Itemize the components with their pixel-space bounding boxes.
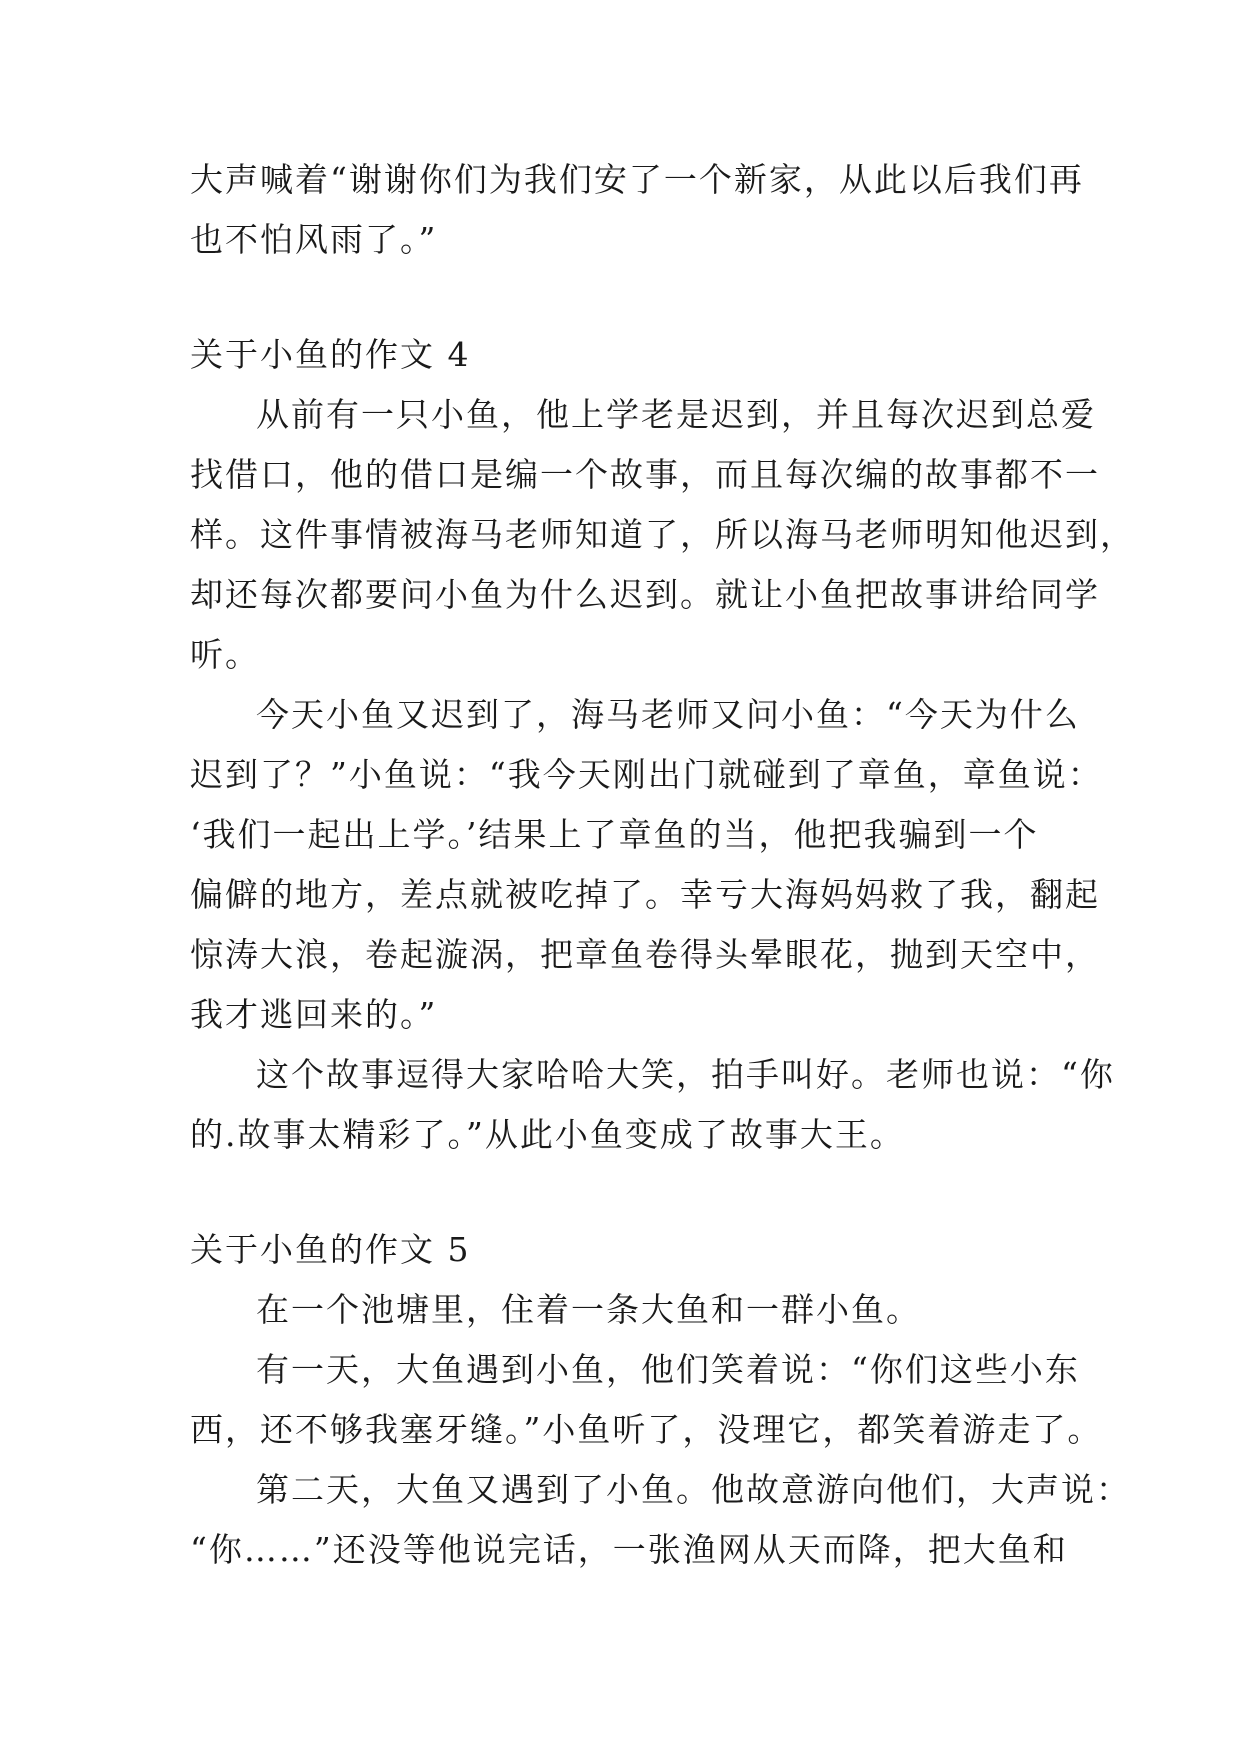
text-line: 在一个池塘里，住着一条大鱼和一群小鱼。 xyxy=(256,1290,921,1329)
text-line: ‘我们一起出上学。’结果上了章鱼的当，他把我骗到一个 xyxy=(190,815,1039,854)
text-line: 迟到了？”小鱼说：“我今天刚出门就碰到了章鱼，章鱼说： xyxy=(190,755,1103,794)
paragraph xyxy=(190,1340,1103,1460)
text-line: 样。这件事情被海马老师知道了，所以海马老师明知他迟到， xyxy=(190,515,1135,554)
text-line: 有一天，大鱼遇到小鱼，他们笑着说：“你们这些小东 xyxy=(256,1350,1080,1389)
text-line: 这个故事逗得大家哈哈大笑，拍手叫好。老师也说：“你 xyxy=(256,1055,1115,1094)
text-line: 从前有一只小鱼，他上学老是迟到，并且每次迟到总爱 xyxy=(256,395,1096,434)
text-line: 我才逃回来的。” xyxy=(190,995,438,1034)
paragraph xyxy=(190,1280,1070,1340)
section-gap xyxy=(190,1165,1070,1220)
section-gap xyxy=(190,270,1070,325)
paragraph xyxy=(190,685,1103,1045)
text-line: 西，还不够我塞牙缝。”小鱼听了，没理它，都笑着游走了。 xyxy=(190,1410,1103,1449)
intro-paragraph xyxy=(190,150,1084,270)
text-line: 的.故事太精彩了。”从此小鱼变成了故事大王。 xyxy=(190,1115,905,1154)
section-4 xyxy=(190,325,1135,1165)
paragraph xyxy=(190,385,1135,685)
text-line: 听。 xyxy=(190,635,260,674)
document-page xyxy=(190,150,1135,1580)
text-line: 惊涛大浪，卷起漩涡，把章鱼卷得头晕眼花，抛到天空中， xyxy=(190,935,1100,974)
text-line: 第二天，大鱼又遇到了小鱼。他故意游向他们，大声说： xyxy=(256,1470,1131,1509)
text-line: “你……”还没等他说完话，一张渔网从天而降，把大鱼和 xyxy=(190,1530,1068,1569)
text-line: 今天小鱼又迟到了，海马老师又问小鱼：“今天为什么 xyxy=(256,695,1080,734)
section-title: 关于小鱼的作文 4 xyxy=(190,335,471,374)
text-line: 大声喊着“谢谢你们为我们安了一个新家，从此以后我们再 xyxy=(190,160,1084,199)
paragraph xyxy=(190,1045,1115,1165)
text-line: 偏僻的地方，差点就被吃掉了。幸亏大海妈妈救了我，翻起 xyxy=(190,875,1100,914)
section-5 xyxy=(190,1220,1131,1580)
text-line: 也不怕风雨了。” xyxy=(190,220,438,259)
section-title: 关于小鱼的作文 5 xyxy=(190,1230,471,1269)
text-line: 找借口，他的借口是编一个故事，而且每次编的故事都不一 xyxy=(190,455,1100,494)
paragraph xyxy=(190,1460,1131,1580)
text-line: 却还每次都要问小鱼为什么迟到。就让小鱼把故事讲给同学 xyxy=(190,575,1100,614)
